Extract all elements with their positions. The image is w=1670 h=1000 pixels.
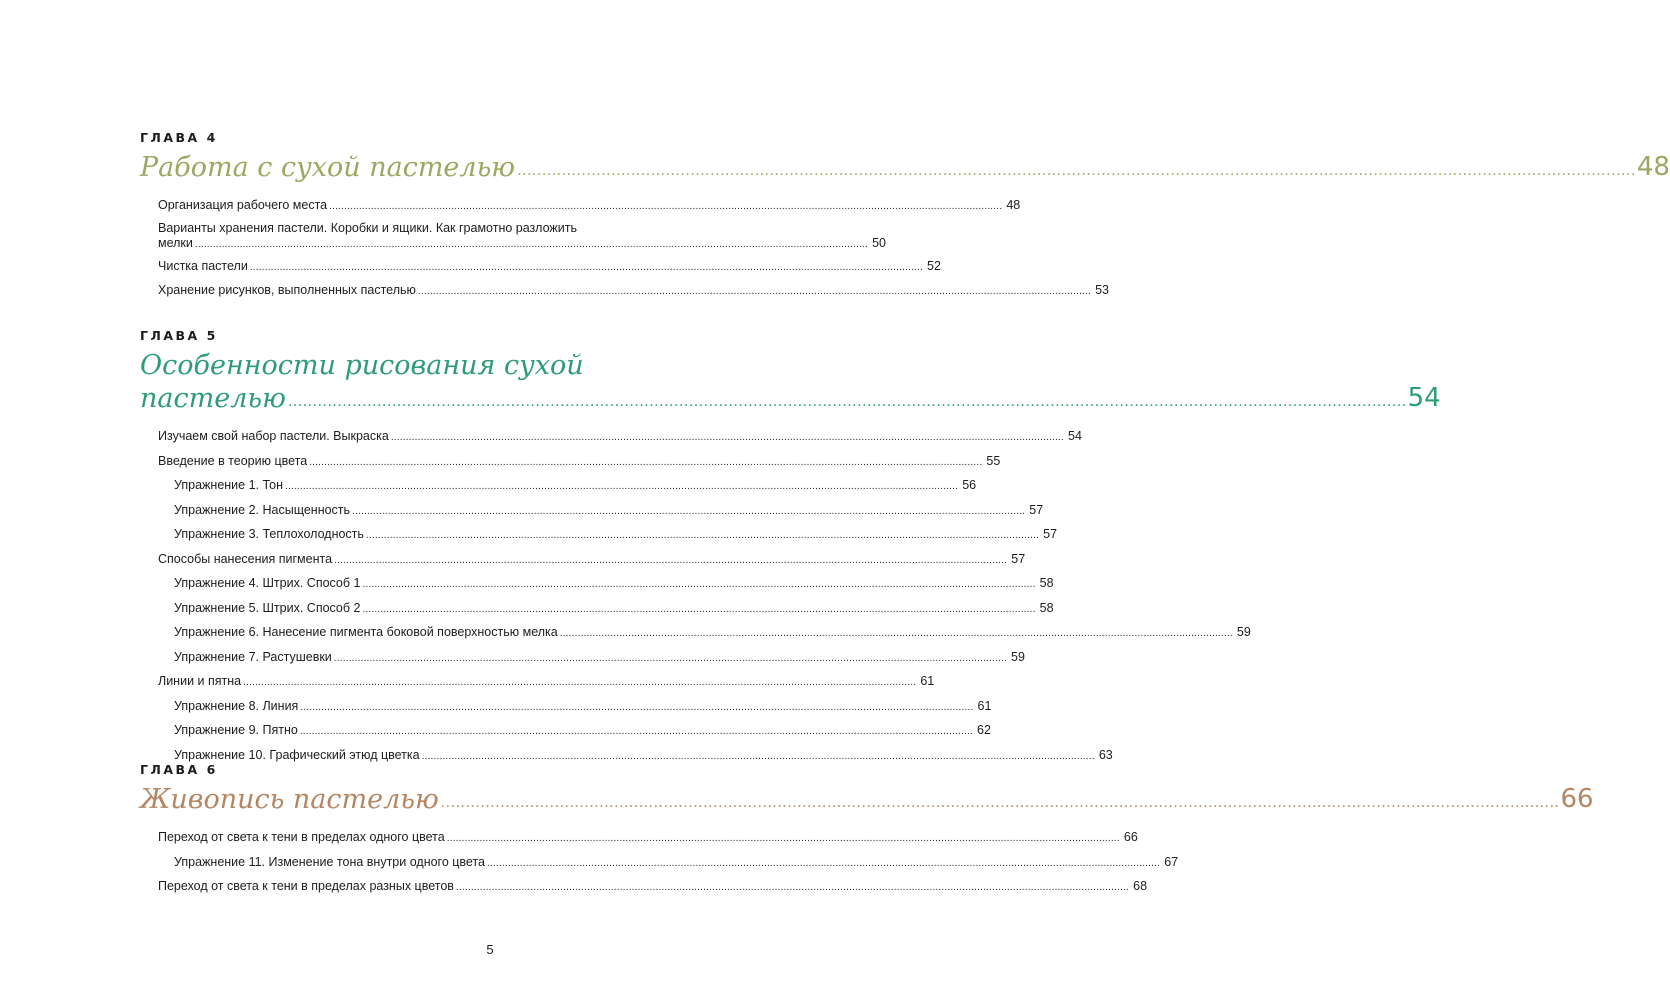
chapter-page-number: 54 [1407,383,1441,413]
entry-title: Упражнение 11. Изменение тона внутри одного цвета [174,854,485,869]
leader-dots: .................................................................................................................................................................................................................................. [329,201,1003,212]
leader-dots: .................................................................................................................................................................................................................................. [194,238,868,250]
leader-dots: .................................................................................................................................................................................................................................. [287,394,1407,410]
toc-entry[interactable] [158,548,1026,573]
entry-title: Чистка пастели [158,258,248,273]
chapter-label: ГЛАВА 6 [140,762,218,777]
toc-entry[interactable] [158,597,1054,622]
entry-title: Упражнение 7. Растушевки [174,649,332,664]
entry-title: Способы нанесения пигмента [158,551,333,566]
entry-page-number: 56 [962,478,977,492]
entry-title: Изучаем свой набор пастели. Выкраска [158,429,389,443]
entry-title: Упражнение 10. Графический этюд цветка [174,747,420,762]
toc-entry[interactable] [158,194,1021,219]
toc-entry[interactable] [158,670,935,695]
entry-page-number: 54 [1068,429,1082,443]
entry-page-number: 53 [1095,283,1110,297]
entry-title: Упражнение 2. Насыщенность [174,502,351,517]
toc-entry[interactable] [158,255,941,280]
entry-page-number: 63 [1098,747,1113,762]
chapter-title-text: Работа с сухой пастелью [140,152,516,183]
leader-dots: .................................................................................................................................................................................................................................. [487,857,1161,869]
entry-page-number: 48 [1006,198,1021,212]
entry-title: Упражнение 4. Штрих. Способ 1 [174,576,361,590]
entry-page-number: 58 [1039,600,1054,615]
entry-title: Линии и пятна [158,674,242,688]
leader-dots: .................................................................................................................................................................................................................................. [390,432,1064,443]
chapter-label: ГЛАВА 5 [140,328,218,343]
entry-page-number: 59 [1236,625,1251,639]
entry-page-number: 68 [1133,879,1148,893]
chapter-page-number: 66 [1560,784,1594,814]
toc-entry[interactable] [158,450,1001,475]
toc-entry[interactable] [158,279,1110,304]
leader-dots: .................................................................................................................................................................................................................................. [299,726,973,737]
chapter-label: ГЛАВА 4 [140,130,218,145]
toc-entry[interactable] [158,719,991,744]
leader-dots: .................................................................................................................................................................................................................................. [243,677,917,688]
entry-title: Упражнение 9. Пятно [174,723,298,737]
chapter-5 [140,328,1441,768]
leader-dots: .................................................................................................................................................................................................................................. [334,554,1008,566]
entry-page-number: 57 [1043,527,1058,541]
chapter-title [140,783,1594,816]
leader-dots: .................................................................................................................................................................................................................................. [517,163,1636,179]
leader-dots: .................................................................................................................................................................................................................................. [352,505,1026,517]
toc-entry[interactable] [158,499,1044,524]
chapter-title-text: Живопись пастелью [140,784,439,815]
chapter-title-text: Особенности рисования сухой [140,350,584,381]
leader-dots: .................................................................................................................................................................................................................................. [417,286,1092,297]
toc-entry[interactable] [158,875,1148,900]
entry-title: Упражнение 6. Нанесение пигмента боковой поверхностью мелка [174,625,558,639]
entry-title: Упражнение 5. Штрих. Способ 2 [174,600,361,615]
leader-dots: .................................................................................................................................................................................................................................. [455,882,1130,893]
leader-dots: .................................................................................................................................................................................................................................. [285,481,959,492]
leader-dots: .................................................................................................................................................................................................................................. [365,530,1040,541]
entry-page-number: 67 [1164,854,1179,869]
entry-page-number: 61 [977,698,992,713]
leader-dots: .................................................................................................................................................................................................................................. [440,795,1560,811]
entry-page-number: 50 [872,235,886,250]
entry-title-continued: мелки [158,235,193,250]
chapter-entries [158,826,1179,900]
chapter-entries [158,425,1251,768]
entry-page-number: 61 [920,674,935,688]
chapter-page-number: 48 [1636,152,1670,182]
leader-dots: .................................................................................................................................................................................................................................. [309,456,983,468]
entry-title: Варианты хранения пастели. Коробки и ящики. Как грамотно разложить [158,220,577,235]
entry-page-number: 58 [1039,576,1054,590]
entry-title: Переход от света к тени в пределах разных цветов [158,879,454,893]
page-number: 5 [486,942,494,957]
toc-entry[interactable] [158,572,1054,597]
leader-dots: .................................................................................................................................................................................................................................. [300,701,974,713]
toc-entry[interactable] [158,695,992,720]
toc-entry[interactable] [158,474,977,499]
chapter-title [140,151,1670,184]
leader-dots: .................................................................................................................................................................................................................................. [446,833,1120,844]
toc-entry[interactable] [158,826,1138,851]
leader-dots: .................................................................................................................................................................................................................................. [333,652,1007,664]
toc-entry[interactable] [158,646,1025,671]
toc-entry[interactable] [158,621,1251,646]
entry-page-number: 57 [1029,502,1044,517]
entry-page-number: 62 [977,723,991,737]
entry-title: Упражнение 8. Линия [174,698,299,713]
entry-title: Упражнение 3. Теплохолодность [174,527,364,541]
toc-entry[interactable] [158,851,1179,876]
chapter-entries [158,194,1110,304]
leader-dots: .................................................................................................................................................................................................................................. [421,750,1095,762]
entry-title: Упражнение 1. Тон [174,478,283,492]
chapter-4 [140,130,1670,304]
entry-title: Переход от света к тени в пределах одного цвета [158,830,445,844]
entry-title: Организация рабочего места [158,198,328,212]
toc-entry[interactable] [158,219,886,255]
toc-entry[interactable] [158,523,1058,548]
entry-page-number: 52 [927,258,941,273]
chapter-6 [140,762,1594,900]
entry-page-number: 57 [1011,551,1026,566]
entry-title: Хранение рисунков, выполненных пастелью [158,283,416,297]
chapter-title-text: пастелью [140,383,286,414]
leader-dots: .................................................................................................................................................................................................................................. [249,261,923,273]
chapter-title [140,349,1441,415]
leader-dots: .................................................................................................................................................................................................................................. [362,603,1036,615]
toc-entry[interactable] [158,425,1082,450]
leader-dots: .................................................................................................................................................................................................................................. [362,579,1036,590]
entry-page-number: 59 [1011,649,1025,664]
entry-page-number: 55 [986,453,1001,468]
entry-title: Введение в теорию цвета [158,453,308,468]
leader-dots: .................................................................................................................................................................................................................................. [559,628,1233,639]
entry-page-number: 66 [1123,830,1138,844]
